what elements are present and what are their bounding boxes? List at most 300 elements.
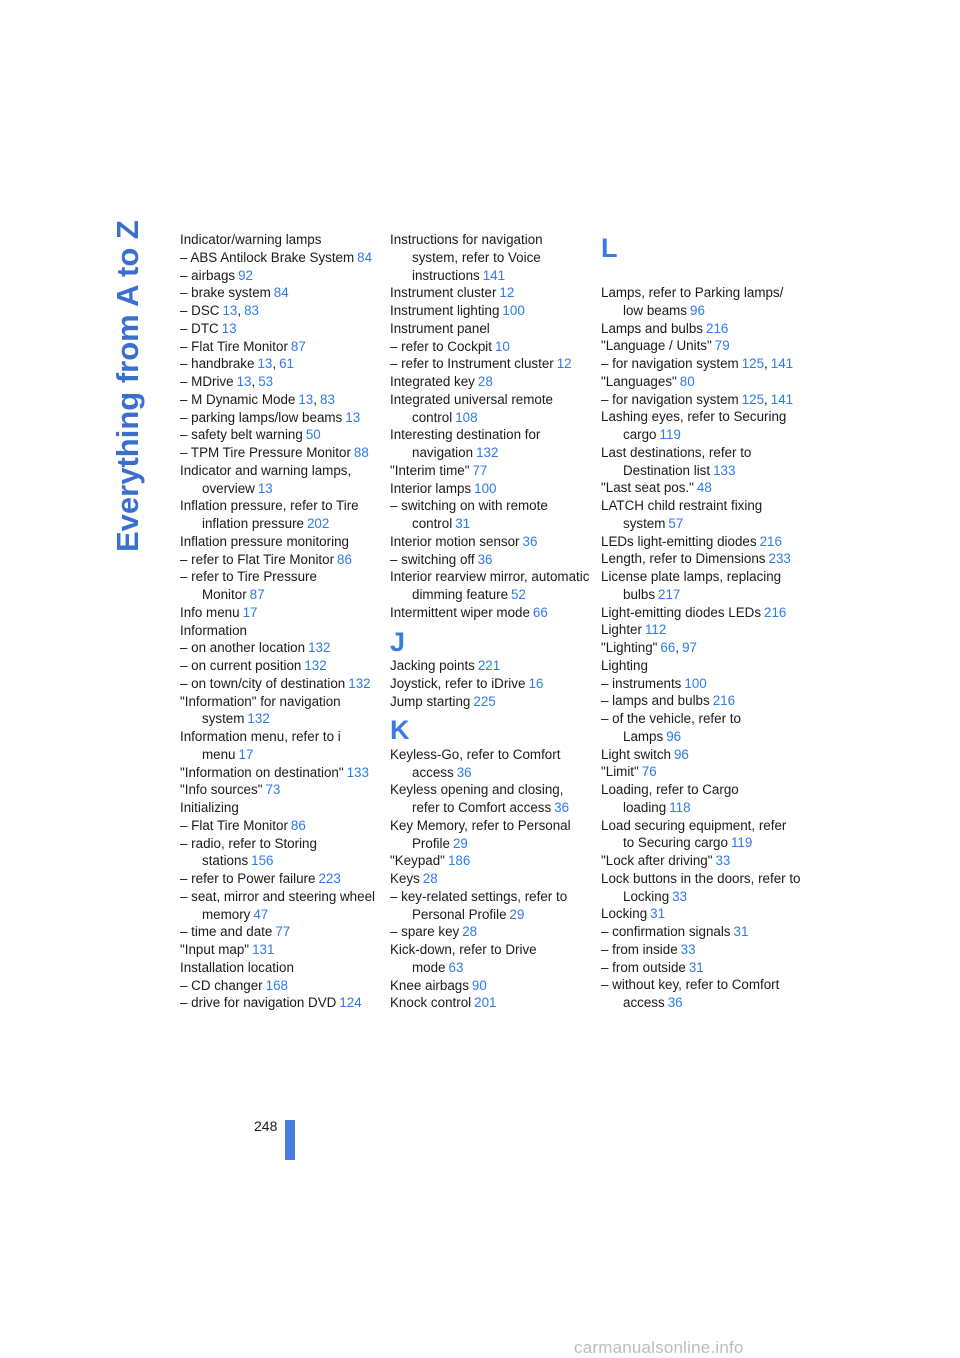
index-entry <box>180 959 380 977</box>
page-reference-link[interactable]: 132 <box>304 658 327 673</box>
index-entry <box>180 941 380 959</box>
index-entry <box>601 373 801 391</box>
watermark: carmanualsonline.info <box>574 1338 744 1357</box>
index-entry <box>601 923 801 941</box>
index-entry <box>601 692 801 710</box>
index-entry <box>180 888 380 924</box>
index-entry-text: Knock control <box>390 995 472 1011</box>
page-reference-link[interactable]: 133 <box>713 462 736 478</box>
index-entry <box>601 320 801 338</box>
index-entry-text: – Flat Tire Monitor <box>180 338 288 354</box>
page-reference-link[interactable]: 225 <box>473 693 496 709</box>
page-reference-link[interactable]: 96 <box>673 746 689 762</box>
index-entry-text: Locking <box>601 906 648 922</box>
page-reference-link[interactable]: 13 <box>236 374 252 389</box>
index-entry <box>601 408 801 444</box>
page-reference-link[interactable]: 132 <box>308 640 331 656</box>
page-reference-link[interactable]: 141 <box>770 356 794 371</box>
index-entry <box>180 781 380 799</box>
index-entry-text: – instruments <box>601 675 682 691</box>
page-reference-link[interactable]: 29 <box>509 906 525 922</box>
side-section-title-text: Everything from A to Z <box>110 220 145 552</box>
page-reference-link[interactable]: 90 <box>471 977 487 993</box>
index-entry <box>390 817 590 853</box>
index-entry-text: – airbags <box>180 267 236 283</box>
index-entry <box>180 870 380 888</box>
page-reference-link[interactable]: 31 <box>650 906 666 922</box>
index-entry-text: Light-emitting diodes LEDs <box>601 604 762 620</box>
index-entry-text: Interior motion sensor <box>390 533 520 549</box>
index-entry <box>601 621 801 639</box>
index-entry-text: Keyless-Go, refer to Comfort access <box>390 746 561 780</box>
index-entry <box>390 551 590 569</box>
page-reference-link[interactable]: 84 <box>273 285 289 301</box>
page-reference-link[interactable]: 77 <box>275 924 291 940</box>
index-entry-text: "Lighting" <box>601 640 658 655</box>
page-reference-link[interactable]: 125 <box>741 391 765 407</box>
index-entry <box>390 888 590 924</box>
index-entry-text: Length, refer to Dimensions <box>601 551 766 567</box>
page-reference-link[interactable]: 202 <box>306 516 330 531</box>
index-entry <box>601 852 801 870</box>
index-entry <box>180 622 380 640</box>
index-entry <box>390 320 590 338</box>
page-separator: , <box>764 356 768 371</box>
page-reference-link[interactable]: 28 <box>477 374 493 389</box>
index-entry <box>601 479 801 497</box>
index-entry-text: "Languages" <box>601 373 677 389</box>
page-separator: , <box>272 356 277 372</box>
index-entry-text: Load securing equipment, refer to Securing cargo <box>601 817 787 851</box>
index-entry <box>390 604 590 622</box>
index-entry-text: – from outside <box>601 959 686 975</box>
page-separator: , <box>251 374 256 389</box>
index-entry-text: – brake system <box>180 285 271 301</box>
index-entry <box>601 657 801 675</box>
index-entry-text: – confirmation signals <box>601 924 731 939</box>
index-entry <box>180 657 380 675</box>
page-reference-link[interactable]: 13 <box>222 303 238 318</box>
page-reference-link[interactable]: 16 <box>528 675 544 691</box>
index-entry-text: Kick-down, refer to Drive mode <box>390 942 537 975</box>
page-reference-link[interactable]: 79 <box>714 338 730 354</box>
index-entry <box>601 710 801 746</box>
index-entry <box>390 373 590 391</box>
page-reference-link[interactable]: 131 <box>252 942 275 957</box>
index-letter-heading: L <box>601 233 618 263</box>
index-entry-text: Loading, refer to Cargo loading <box>601 782 739 815</box>
page-reference-link[interactable]: 100 <box>502 303 525 318</box>
page-reference-link[interactable]: 186 <box>447 853 471 869</box>
index-entry <box>390 568 590 604</box>
index-entry-text: – on another location <box>180 640 306 656</box>
index-entry-text: Interesting destination for navigation <box>390 427 541 460</box>
index-entry <box>390 338 590 356</box>
page-reference-link[interactable]: 63 <box>448 959 464 975</box>
index-entry-text: Last destinations, refer to Destination list <box>601 444 752 478</box>
index-entry-text: LATCH child restraint fixing system <box>601 498 763 531</box>
index-entry-text: – CD changer <box>180 977 263 993</box>
index-entry <box>390 941 590 977</box>
index-entry <box>390 852 590 870</box>
index-entry <box>601 550 801 568</box>
index-entry-text: – from inside <box>601 941 678 957</box>
page-reference-link[interactable]: 53 <box>258 374 274 389</box>
index-entry-text: – Flat Tire Monitor <box>180 817 288 833</box>
page-reference-link[interactable]: 96 <box>666 728 682 744</box>
index-entry <box>601 337 801 355</box>
index-entry-text: "Language / Units" <box>601 338 712 354</box>
page-reference-link[interactable]: 73 <box>265 782 281 798</box>
index-entry <box>601 905 801 923</box>
page-reference-link[interactable]: 108 <box>455 409 478 425</box>
index-entry-text: Installation location <box>180 959 294 975</box>
index-entry-text: Information <box>180 622 247 638</box>
index-entry-text: – spare key <box>390 924 460 940</box>
page-reference-link[interactable]: 31 <box>688 959 704 975</box>
index-entry <box>180 231 380 249</box>
page-reference-link[interactable]: 57 <box>668 515 684 531</box>
index-entry-text: Instructions for navigation system, refer to Voice instructions <box>390 232 543 283</box>
page-reference-link[interactable]: 36 <box>477 551 493 567</box>
index-entry-text: Lamps and bulbs <box>601 320 703 336</box>
page-number-bar <box>285 1120 295 1160</box>
page-reference-link[interactable]: 124 <box>339 995 362 1011</box>
page-reference-link[interactable]: 132 <box>247 711 270 727</box>
index-entry <box>390 391 590 427</box>
index-entry-text: Lamps, refer to Parking lamps/ low beams <box>601 285 784 318</box>
index-entry-text: – switching on with remote control <box>390 498 548 531</box>
index-entry <box>390 923 590 941</box>
page-reference-link[interactable]: 233 <box>768 551 791 567</box>
index-entry-text: Keys <box>390 871 420 886</box>
index-entry-text: Indicator/warning lamps <box>180 232 322 247</box>
index-entry-text: – key-related settings, refer to Personal Profile <box>390 888 568 922</box>
index-entry <box>601 533 801 551</box>
index-entry <box>601 959 801 977</box>
index-entry-text: Instrument panel <box>390 320 490 336</box>
page-separator: , <box>237 303 242 318</box>
page-reference-link[interactable]: 83 <box>320 391 335 407</box>
index-entry-text: – drive for navigation DVD <box>180 995 337 1011</box>
index-entry <box>390 462 590 480</box>
index-entry <box>601 568 801 604</box>
index-entry-text: – refer to Instrument cluster <box>390 356 554 372</box>
index-entry <box>390 480 590 498</box>
page-reference-link[interactable]: 76 <box>641 764 657 780</box>
index-entry <box>180 923 380 941</box>
index-entry <box>390 977 590 995</box>
index-entry <box>390 231 590 284</box>
page-reference-link[interactable]: 168 <box>265 977 288 993</box>
index-entry-text: – handbrake <box>180 356 255 372</box>
index-entry-text: Knee airbags <box>390 977 469 993</box>
page-reference-link[interactable]: 50 <box>305 427 321 443</box>
index-entry-text: Initializing <box>180 800 239 815</box>
page-reference-link[interactable]: 141 <box>770 391 794 407</box>
index-entry-text: Interior lamps <box>390 480 472 496</box>
index-entry-text: Instrument lighting <box>390 303 500 318</box>
index-entry-text: Light switch <box>601 746 671 762</box>
index-column-3 <box>601 231 801 1012</box>
page-reference-link[interactable]: 133 <box>346 764 369 780</box>
page-reference-link[interactable]: 31 <box>733 924 749 939</box>
index-entry <box>390 533 590 551</box>
index-column-2 <box>390 231 590 1012</box>
page-reference-link[interactable]: 216 <box>764 604 787 620</box>
page-reference-link[interactable]: 100 <box>684 675 707 691</box>
page-reference-link[interactable]: 66 <box>660 640 676 655</box>
page-reference-link[interactable]: 61 <box>279 356 294 372</box>
index-entry-text: "Info sources" <box>180 782 263 798</box>
page-reference-link[interactable]: 88 <box>353 445 369 460</box>
index-entry <box>390 497 590 533</box>
index-entry <box>601 444 801 480</box>
page-reference-link[interactable]: 52 <box>511 587 526 602</box>
page-reference-link[interactable]: 13 <box>257 356 273 372</box>
page-reference-link[interactable]: 28 <box>462 924 478 940</box>
index-entry-text: Instrument cluster <box>390 285 497 301</box>
index-entry-text: Information menu, refer to i menu <box>180 729 341 762</box>
index-entry <box>180 693 380 729</box>
index-entry <box>601 604 801 622</box>
page-reference-link[interactable]: 100 <box>474 480 497 496</box>
page-reference-link[interactable]: 96 <box>690 302 705 318</box>
index-entry <box>601 497 801 533</box>
page-reference-link[interactable]: 221 <box>477 658 501 673</box>
page-reference-link[interactable]: 92 <box>238 267 253 283</box>
page-reference-link[interactable]: 132 <box>476 445 499 460</box>
index-entry <box>180 391 380 409</box>
page-reference-link[interactable]: 87 <box>249 587 265 602</box>
page-reference-link[interactable]: 13 <box>221 320 237 336</box>
index-entry-text: Lashing eyes, refer to Securing cargo <box>601 409 787 442</box>
index-column-1 <box>180 231 380 1012</box>
index-entry-text: Key Memory, refer to Personal Profile <box>390 817 571 851</box>
index-entry <box>180 426 380 444</box>
page-reference-link[interactable]: 86 <box>337 551 352 567</box>
index-entry <box>180 533 380 551</box>
page-reference-link[interactable]: 33 <box>715 853 731 868</box>
index-letter-heading: J <box>390 626 406 657</box>
page-reference-link[interactable]: 118 <box>669 799 691 815</box>
index-entry-text: Interior rearview mirror, automatic dimming feature <box>390 569 590 602</box>
index-entry-text: Keyless opening and closing, refer to Comfort access <box>390 782 564 815</box>
page-reference-link[interactable]: 36 <box>667 995 683 1010</box>
index-entry-text: "Last seat pos." <box>601 480 694 496</box>
page-reference-link[interactable]: 201 <box>474 995 497 1011</box>
index-entry <box>601 763 801 781</box>
page-separator: , <box>675 640 680 655</box>
index-entry <box>180 355 380 373</box>
index-entry-text: "Information" for navigation system <box>180 693 341 727</box>
index-entry-text: – MDrive <box>180 374 234 389</box>
index-entry-text: "Lock after driving" <box>601 853 713 868</box>
index-entry <box>390 870 590 888</box>
index-entry <box>180 675 380 693</box>
index-entry-text: – TPM Tire Pressure Monitor <box>180 445 351 460</box>
index-entry-text: "Limit" <box>601 764 639 780</box>
index-entry <box>180 728 380 764</box>
index-entry <box>180 373 380 391</box>
page-reference-link[interactable]: 112 <box>644 622 667 638</box>
page-separator: , <box>313 391 317 407</box>
index-entry <box>601 675 801 693</box>
index-entry <box>180 444 380 462</box>
index-entry <box>390 781 590 817</box>
index-entry-text: – M Dynamic Mode <box>180 391 296 407</box>
page-reference-link[interactable]: 17 <box>242 604 258 620</box>
page-reference-link[interactable]: 87 <box>290 338 306 354</box>
page-reference-link[interactable]: 48 <box>696 480 712 496</box>
index-entry-text: "Keypad" <box>390 853 445 869</box>
index-entry <box>601 817 801 853</box>
page-reference-link[interactable]: 10 <box>494 338 510 354</box>
index-entry <box>390 746 590 782</box>
index-entry <box>601 746 801 764</box>
index-entry <box>180 284 380 302</box>
index-entry <box>601 355 801 373</box>
index-entry <box>180 835 380 871</box>
page-reference-link[interactable]: 36 <box>456 764 472 780</box>
index-entry <box>601 639 801 657</box>
page-reference-link[interactable]: 13 <box>257 480 273 496</box>
index-entry <box>180 551 380 569</box>
index-entry-text: – for navigation system <box>601 391 739 407</box>
index-entry-text: – radio, refer to Storing stations <box>180 835 317 869</box>
page-reference-link[interactable]: 33 <box>680 941 696 957</box>
page-reference-link[interactable]: 31 <box>455 516 471 531</box>
index-entry <box>601 870 801 906</box>
index-entry-text: Jacking points <box>390 658 475 673</box>
index-entry <box>180 817 380 835</box>
index-entry-text: – seat, mirror and steering wheel memory <box>180 888 376 922</box>
page-reference-link[interactable]: 223 <box>318 871 341 886</box>
page-reference-link[interactable]: 119 <box>730 835 753 851</box>
index-entry-text: – without key, refer to Comfort access <box>601 977 780 1010</box>
index-entry <box>390 994 590 1012</box>
page-reference-link[interactable]: 17 <box>238 746 254 762</box>
index-entry-text: – refer to Tire Pressure Monitor <box>180 569 317 602</box>
page-reference-link[interactable]: 77 <box>472 462 488 478</box>
index-entry-text: – lamps and bulbs <box>601 693 710 709</box>
index-entry-text: – safety belt warning <box>180 427 303 443</box>
page-reference-link[interactable]: 97 <box>682 640 697 655</box>
index-entry-text: License plate lamps, replacing bulbs <box>601 569 782 602</box>
index-entry-text: "Information on destination" <box>180 764 344 780</box>
index-entry-text: LEDs light-emitting diodes <box>601 533 757 549</box>
page-reference-link[interactable]: 36 <box>522 533 538 549</box>
index-entry-text: – of the vehicle, refer to Lamps <box>601 711 741 744</box>
index-entry-text: Joystick, refer to iDrive <box>390 675 526 691</box>
index-entry-text: – refer to Cockpit <box>390 338 492 354</box>
page-reference-link[interactable]: 216 <box>759 533 782 549</box>
page-reference-link[interactable]: 132 <box>348 675 371 691</box>
index-entry <box>180 497 380 533</box>
index-entry <box>390 355 590 373</box>
index-entry-text: – switching off <box>390 551 475 567</box>
page-reference-link[interactable]: 66 <box>532 604 548 620</box>
index-entry <box>180 267 380 285</box>
side-section-title <box>108 220 148 552</box>
page-reference-link[interactable]: 12 <box>556 356 572 372</box>
page-separator: , <box>764 391 768 407</box>
page-reference-link[interactable]: 29 <box>452 835 468 851</box>
index-entry-text: "Interim time" <box>390 462 470 478</box>
index-entry <box>180 409 380 427</box>
page-reference-link[interactable]: 12 <box>499 285 515 301</box>
page-reference-link[interactable]: 156 <box>251 853 274 869</box>
page-reference-link[interactable]: 13 <box>298 391 314 407</box>
index-entry-text: Info menu <box>180 604 240 620</box>
index-entry <box>180 320 380 338</box>
index-entry <box>180 604 380 622</box>
page-reference-link[interactable]: 83 <box>244 303 259 318</box>
index-entry-text: Indicator and warning lamps, overview <box>180 462 352 496</box>
index-entry <box>180 249 380 267</box>
index-entry-text: – on current position <box>180 658 302 673</box>
index-entry <box>390 693 590 711</box>
index-entry-text: Intermittent wiper mode <box>390 604 530 620</box>
index-entry-text: Lighting <box>601 657 648 673</box>
index-entry <box>180 338 380 356</box>
page-reference-link[interactable]: 80 <box>679 373 695 389</box>
index-entry <box>390 675 590 693</box>
index-entry-text: Lock buttons in the doors, refer to Locking <box>601 870 801 904</box>
index-entry-text: Lighter <box>601 622 642 638</box>
index-entry-text: Inflation pressure, refer to Tire inflation pressure <box>180 498 359 531</box>
index-entry <box>180 994 380 1012</box>
page-reference-link[interactable]: 36 <box>554 800 570 815</box>
index-entry-text: "Input map" <box>180 942 250 957</box>
page-reference-link[interactable]: 216 <box>712 693 736 709</box>
index-entry <box>390 284 590 302</box>
index-entry-text: Inflation pressure monitoring <box>180 533 349 549</box>
index-entry-text: – DTC <box>180 320 219 336</box>
page-reference-link[interactable]: 28 <box>422 871 438 886</box>
index-entry-text: Jump starting <box>390 693 471 709</box>
index-entry-text: – for navigation system <box>601 356 739 371</box>
index-entry <box>390 657 590 675</box>
index-entry <box>180 462 380 498</box>
index-entry-text: – on town/city of destination <box>180 675 346 691</box>
page-reference-link[interactable]: 84 <box>357 249 373 265</box>
index-entry <box>390 302 590 320</box>
page-number: 248 <box>254 1118 278 1134</box>
page-reference-link[interactable]: 141 <box>482 267 506 283</box>
index-entry <box>180 799 380 817</box>
index-entry <box>180 302 380 320</box>
index-entry-text: – parking lamps/low beams <box>180 409 343 425</box>
index-entry <box>601 781 801 817</box>
index-entry-text: – time and date <box>180 924 273 940</box>
index-entry <box>180 568 380 604</box>
page-reference-link[interactable]: 13 <box>345 409 361 425</box>
page-reference-link[interactable]: 33 <box>672 888 688 904</box>
page-reference-link[interactable]: 125 <box>741 356 765 371</box>
index-entry <box>180 977 380 995</box>
page-reference-link[interactable]: 86 <box>290 817 306 833</box>
page-reference-link[interactable]: 217 <box>658 586 681 602</box>
page-reference-link[interactable]: 47 <box>253 906 269 922</box>
page-reference-link[interactable]: 119 <box>659 427 681 442</box>
index-entry <box>180 764 380 782</box>
index-entry-text: Integrated key <box>390 374 475 389</box>
index-entry <box>390 426 590 462</box>
index-entry-text: – ABS Antilock Brake System <box>180 249 355 265</box>
index-letter-heading: K <box>390 715 410 746</box>
page-reference-link[interactable]: 216 <box>706 320 729 336</box>
